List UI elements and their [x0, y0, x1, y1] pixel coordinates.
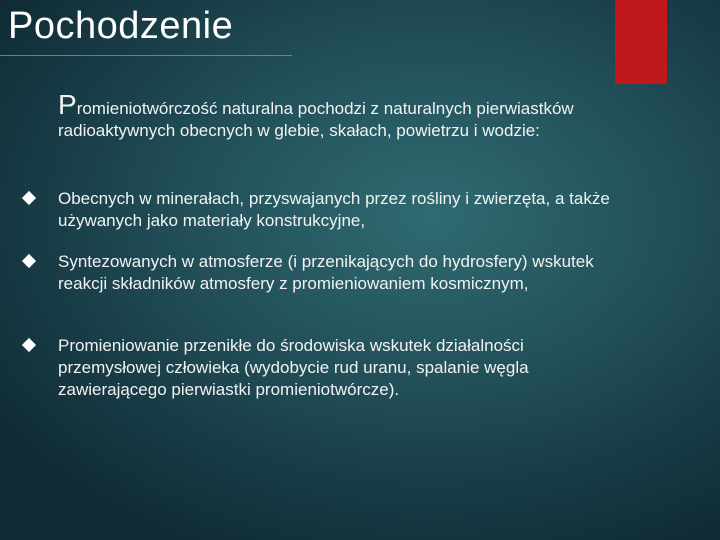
bullet-item-minerals — [58, 188, 628, 232]
title-underline — [0, 55, 292, 56]
bullet-text: Syntezowanych w atmosferze (i przenikających do hydrosfery) wskutek reakcji składników atmosfery z promieniowaniem kosmicznym, — [58, 252, 594, 293]
accent-bar — [615, 0, 667, 84]
intro-paragraph — [58, 89, 618, 142]
diamond-bullet-icon — [22, 254, 36, 268]
slide-title: Pochodzenie — [8, 5, 234, 47]
intro-text: romieniotwórczość naturalna pochodzi z naturalnych pierwiastków radioaktywnych obecnych w glebie, skałach, powietrzu i wodzie: — [58, 99, 574, 140]
bullet-item-industry — [58, 335, 628, 401]
diamond-bullet-icon — [22, 338, 36, 352]
bullet-text: Promieniowanie przenikłe do środowiska wskutek działalności przemysłowej człowieka (wydobycie rud uranu, spalanie węgla zawierającego pierwiastki promieniotwórcze). — [58, 336, 529, 399]
diamond-bullet-icon — [22, 191, 36, 205]
intro-first-letter: P — [58, 89, 77, 120]
bullet-item-atmosphere — [58, 251, 628, 295]
bullet-text: Obecnych w minerałach, przyswajanych przez rośliny i zwierzęta, a także używanych jako materiały konstrukcyjne, — [58, 189, 610, 230]
